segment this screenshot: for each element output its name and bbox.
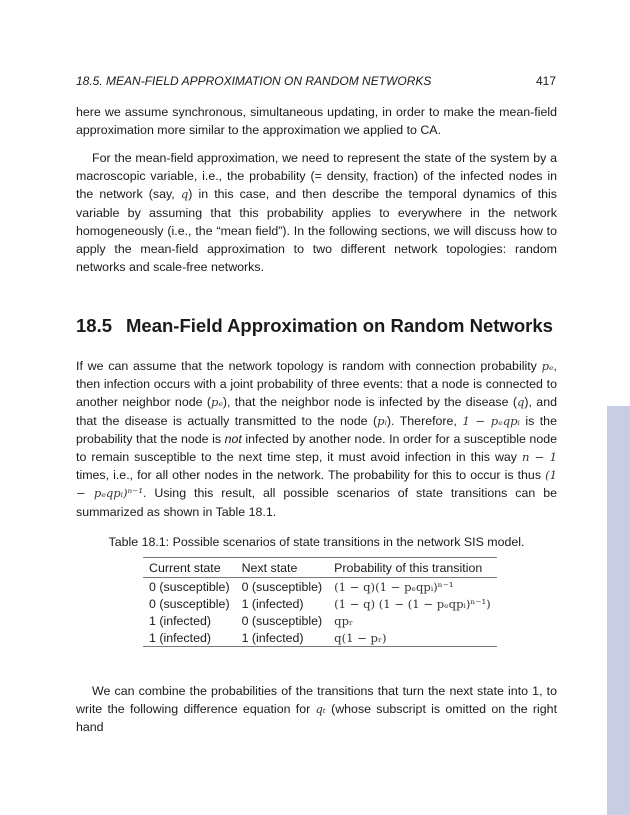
- column-header: Current state: [143, 558, 236, 578]
- section-title: Mean-Field Approximation on Random Networks: [126, 315, 553, 336]
- table-caption: Table 18.1: Possible scenarios of state transitions in the network SIS model.: [108, 535, 525, 549]
- table-cell: qpᵣ: [334, 613, 354, 628]
- paragraph-4: We can combine the probabilities of the transitions that turn the next state into 1, to write the following difference equation for qₜ (whose subscript is omitted on the right hand: [76, 684, 558, 735]
- table-cell: 0 (susceptible): [149, 579, 230, 594]
- column-header: Next state: [236, 558, 329, 578]
- table-cell: 1 (infected): [241, 596, 304, 611]
- table-header-row: [143, 558, 497, 578]
- chapter-heading: 18.5. MEAN-FIELD APPROXIMATION ON RANDOM NETWORKS: [76, 74, 432, 88]
- section-number: 18.5: [76, 315, 113, 336]
- transition-table: [143, 557, 497, 647]
- table-cell: (1 − q) (1 − (1 − pₑqpᵢ)ⁿ⁻¹): [334, 596, 491, 611]
- table-cell: 0 (susceptible): [149, 596, 230, 611]
- column-header: Probability of this transition: [328, 558, 497, 578]
- math-expression: (1 − pₑqpᵢ)ⁿ⁻¹: [76, 468, 557, 501]
- paragraph-3: If we can assume that the network topology is random with connection probability pₑ, then infection occurs with a joint probability of three events: that a node is connected to another neighbor node (pₑ), that the neighbor node is infected by the disease (q), and that the disease is actually transmitted to the node (pᵢ). Therefore, 1 − pₑqpᵢ is the probability that the node is not infected by another node. In order for a susceptible node to remain susceptible to the next time step, it must avoid infection in this way n − 1 times, i.e., for all other nodes in the network. The probability for this to occur is thus (1 − pₑqpᵢ)ⁿ⁻¹. Using this result, all possible scenarios of state transitions can be summarized as shown in Table 18.1.: [76, 359, 557, 519]
- math-n-minus-1: n − 1: [521, 450, 557, 465]
- table-row: [143, 629, 497, 647]
- table-cell: 0 (susceptible): [241, 579, 323, 594]
- math-qt: qₜ: [315, 702, 326, 717]
- running-header: [76, 74, 556, 90]
- paragraph-2: For the mean-field approximation, we need to represent the state of the system by a macroscopic variable, i.e., the probability (= density, fraction) of the infected nodes in the network (say, q) in this case, and then describe the temporal dynamics of this variable by assuming that this probability applies to everywhere in the network homogeneously (i.e., the “mean field”). In the following sections, we will discuss how to apply the mean-field approximation to two different network topologies: random networks and scale-free networks.: [76, 151, 557, 275]
- table-cell: 0 (susceptible): [241, 613, 323, 628]
- table-cell: 1 (infected): [149, 613, 211, 628]
- table-cell: q(1 − pᵣ): [328, 629, 497, 647]
- table-row: [143, 578, 497, 596]
- emphasis-not: not: [224, 431, 242, 446]
- paragraph-1: here we assume synchronous, simultaneous updating, in order to make the mean-field approximation more similar to the approximation we applied to CA.: [76, 105, 557, 138]
- math-pe: pₑ: [210, 395, 223, 410]
- table-cell: 1 (infected): [143, 629, 236, 647]
- table-cell: (1 − q)(1 − pₑqpᵢ)ⁿ⁻¹: [334, 579, 454, 594]
- section-heading: [76, 315, 553, 337]
- chapter-side-tab: [607, 406, 630, 815]
- math-pi: pᵢ: [377, 413, 387, 428]
- math-q: q: [180, 187, 189, 202]
- table-cell: 1 (infected): [236, 629, 329, 647]
- math-pe: pₑ: [541, 359, 554, 373]
- math-q: q: [516, 395, 525, 410]
- page-number: 417: [535, 74, 556, 88]
- math-expression: 1 − pₑqpᵢ: [462, 413, 520, 428]
- table-row: [143, 595, 497, 612]
- table-row: [143, 612, 497, 629]
